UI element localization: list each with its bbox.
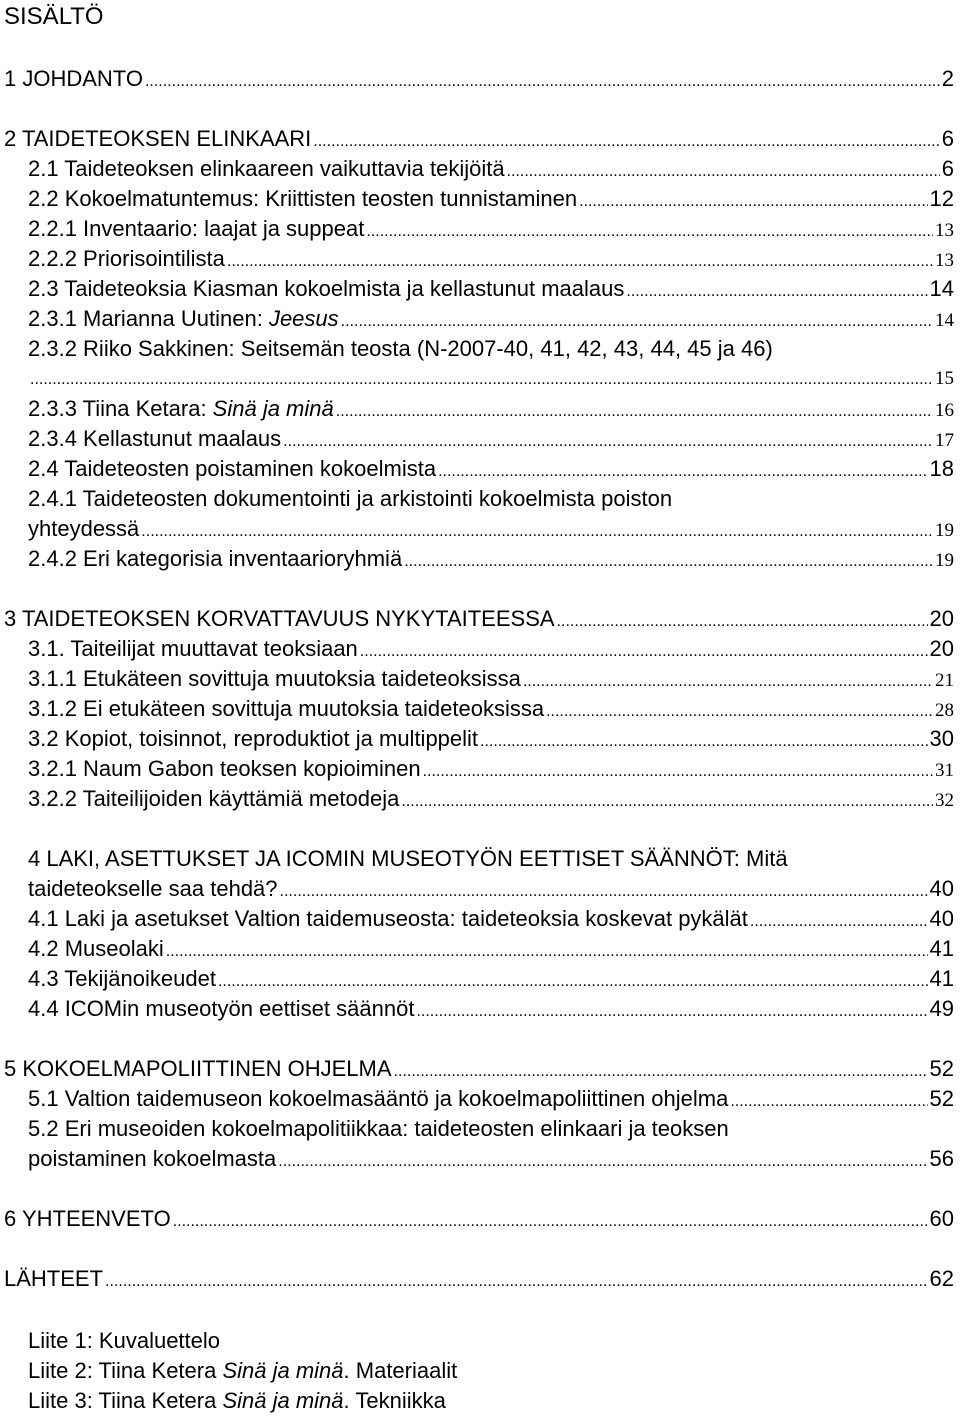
toc-entry-page: 16 — [935, 400, 954, 421]
toc-entry-label: 4.4 ICOMin museotyön eettiset säännöt — [28, 996, 415, 1021]
toc-entry-page: 14 — [929, 276, 954, 301]
leader-dots — [480, 727, 927, 757]
toc-entry-label: 2.2.2 Priorisointilista — [28, 246, 225, 271]
toc-entry-page: 49 — [929, 996, 954, 1021]
leader-dots — [218, 967, 928, 997]
toc-entry[interactable] — [28, 634, 954, 664]
toc-entry[interactable] — [4, 1264, 954, 1294]
toc-entry-label: 4.3 Tekijänoikeudet — [28, 966, 216, 991]
toc-entry-page: 40 — [929, 906, 954, 931]
toc-entry[interactable] — [4, 124, 954, 154]
toc-entry[interactable] — [28, 784, 954, 814]
toc-entry-page: 2 — [941, 66, 954, 91]
toc-entry-label-cont: yhteydessä — [28, 516, 140, 541]
toc-entry-page: 31 — [935, 760, 954, 781]
toc-entry-label: 2 TAIDETEOKSEN ELINKAARI — [4, 126, 312, 151]
leader-dots — [750, 907, 928, 937]
leader-dots — [166, 937, 928, 967]
toc-entry-label[interactable]: 5.2 Eri museoiden kokoelmapolitiikkaa: taideteosten elinkaari ja teoksen — [28, 1116, 729, 1141]
page-title: SISÄLTÖ — [4, 3, 104, 30]
toc-entry[interactable] — [28, 754, 954, 784]
leader-dots — [579, 187, 927, 217]
leader-dots — [626, 277, 927, 307]
toc-entry-page: 21 — [935, 670, 954, 691]
leader-dots — [336, 397, 933, 427]
toc-entry-page: 32 — [935, 790, 954, 811]
leader-dots — [280, 877, 928, 907]
toc-entry-label: 2.1 Taideteoksen elinkaareen vaikuttavia tekijöitä — [28, 156, 505, 181]
toc-entry[interactable] — [4, 1054, 954, 1084]
toc-entry-label: 4.1 Laki ja asetukset Valtion taidemuseosta: taideteoksia koskevat pykälät — [28, 906, 748, 931]
toc-entry-page: 19 — [935, 550, 954, 571]
toc-entry-page: 41 — [929, 966, 954, 991]
leader-dots — [30, 365, 933, 395]
toc-entry-page: 28 — [935, 700, 954, 721]
leader-dots — [366, 217, 933, 247]
toc-entry-label[interactable]: 2.4.1 Taideteosten dokumentointi ja arkistointi kokoelmista poiston — [28, 486, 673, 511]
toc-entry[interactable] — [28, 394, 954, 424]
toc-entry-label-cont: taideteokselle saa tehdä? — [28, 876, 278, 901]
toc-entry-page: 6 — [941, 126, 954, 151]
toc-entry-page: 6 — [941, 156, 954, 181]
toc-entry-label: 2.4 Taideteosten poistaminen kokoelmista — [28, 456, 437, 481]
leader-dots — [438, 457, 927, 487]
toc-entry-label: 2.3.1 Marianna Uutinen: Jeesus — [28, 306, 339, 331]
toc-entry-page: 62 — [929, 1266, 954, 1291]
toc-entry-page: 13 — [935, 250, 954, 271]
toc-entry-page: 20 — [929, 636, 954, 661]
toc-entry-page: 52 — [929, 1086, 954, 1111]
toc-entry[interactable] — [28, 994, 954, 1024]
appendix-item[interactable]: Liite 3: Tiina Ketera Sinä ja minä. Tekniikka — [28, 1388, 446, 1413]
toc-entry-label: 2.2.1 Inventaario: laajat ja suppeat — [28, 216, 365, 241]
toc-entry[interactable] — [28, 514, 954, 544]
toc-entry-page: 19 — [935, 520, 954, 541]
toc-entry[interactable] — [28, 694, 954, 724]
leader-dots — [394, 1057, 928, 1087]
toc-entry[interactable] — [4, 64, 954, 94]
toc-entry[interactable] — [28, 184, 954, 214]
toc-entry[interactable] — [28, 724, 954, 754]
toc-entry-page: 30 — [929, 726, 954, 751]
toc-entry-label: 2.3.4 Kellastunut maalaus — [28, 426, 282, 451]
toc-entry[interactable] — [28, 424, 954, 454]
toc-entry[interactable] — [28, 274, 954, 304]
toc-entry[interactable] — [28, 154, 954, 184]
leader-dots — [416, 997, 927, 1027]
leader-dots — [141, 517, 933, 547]
toc-entry[interactable] — [28, 304, 954, 334]
toc-entry-label: 3.1. Taiteilijat muuttavat teoksiaan — [28, 636, 358, 661]
leader-dots — [360, 637, 928, 667]
toc-entry-page: 60 — [929, 1206, 954, 1231]
toc-entry-label: 3 TAIDETEOKSEN KORVATTAVUUS NYKYTAITEESSA — [4, 606, 555, 631]
leader-dots — [557, 607, 928, 637]
toc-entry-page: 52 — [929, 1056, 954, 1081]
toc-entry-label: 1 JOHDANTO — [4, 66, 143, 91]
appendix-item[interactable]: Liite 1: Kuvaluettelo — [28, 1328, 221, 1353]
toc-entry[interactable] — [28, 934, 954, 964]
leader-dots — [227, 247, 933, 277]
toc-entry-page: 13 — [935, 220, 954, 241]
toc-entry[interactable] — [4, 1204, 954, 1234]
leader-dots — [173, 1207, 928, 1237]
toc-entry-label: 6 YHTEENVETO — [4, 1206, 171, 1231]
leader-dots — [105, 1267, 927, 1297]
toc-entry[interactable] — [28, 1144, 954, 1174]
toc-entry-label: 2.3 Taideteoksia Kiasman kokoelmista ja kellastunut maalaus — [28, 276, 625, 301]
toc-entry-page: 14 — [935, 310, 954, 331]
toc-entry-page: 15 — [935, 368, 954, 389]
toc-entry[interactable] — [28, 364, 954, 394]
leader-dots — [546, 697, 933, 727]
toc-entry-label: 3.2 Kopiot, toisinnot, reproduktiot ja multippelit — [28, 726, 479, 751]
toc-entry[interactable] — [28, 244, 954, 274]
toc-entry-page: 18 — [929, 456, 954, 481]
leader-dots — [313, 127, 939, 157]
toc-entry-label-cont: poistaminen kokoelmasta — [28, 1146, 277, 1171]
toc-entry[interactable] — [4, 604, 954, 634]
toc-entry-label: 2.3.3 Tiina Ketara: Sinä ja minä — [28, 396, 334, 421]
toc-entry[interactable] — [28, 1084, 954, 1114]
leader-dots — [341, 307, 933, 337]
toc-entry-label: 3.1.1 Etukäteen sovittuja muutoksia taideteoksissa — [28, 666, 521, 691]
toc-entry-label[interactable]: 4 LAKI, ASETTUKSET JA ICOMIN MUSEOTYÖN EETTISET SÄÄNNÖT: Mitä — [28, 846, 788, 871]
toc-entry-label: 2.4.2 Eri kategorisia inventaarioryhmiä — [28, 546, 403, 571]
toc-entry-label: 3.2.2 Taiteilijoiden käyttämiä metodeja — [28, 786, 400, 811]
toc-entry-label: 3.2.1 Naum Gabon teoksen kopioiminen — [28, 756, 421, 781]
leader-dots — [404, 547, 933, 577]
leader-dots — [523, 667, 933, 697]
toc-entry-page: 17 — [935, 430, 954, 451]
toc-entry-page: 12 — [929, 186, 954, 211]
leader-dots — [278, 1147, 927, 1177]
toc-entry[interactable] — [28, 454, 954, 484]
toc-entry-page: 56 — [929, 1146, 954, 1171]
toc-entry[interactable] — [28, 874, 954, 904]
toc-entry-page: 40 — [929, 876, 954, 901]
leader-dots — [507, 157, 940, 187]
toc-entry-label: 2.2 Kokoelmatuntemus: Kriittisten teosten tunnistaminen — [28, 186, 578, 211]
toc-entry-page: 20 — [929, 606, 954, 631]
toc-entry[interactable] — [28, 904, 954, 934]
toc-entry-page: 41 — [929, 936, 954, 961]
toc-entry-label: 5.1 Valtion taidemuseon kokoelmasääntö ja kokoelmapoliittinen ohjelma — [28, 1086, 729, 1111]
toc-entry-label: 5 KOKOELMAPOLIITTINEN OHJELMA — [4, 1056, 392, 1081]
leader-dots — [730, 1087, 927, 1117]
leader-dots — [283, 427, 933, 457]
toc-entry-label: LÄHTEET — [4, 1266, 104, 1291]
toc-entry[interactable] — [28, 964, 954, 994]
toc-entry[interactable] — [28, 544, 954, 574]
toc-entry-label: 3.1.2 Ei etukäteen sovittuja muutoksia taideteoksissa — [28, 696, 545, 721]
leader-dots — [423, 757, 933, 787]
toc-entry-label: 4.2 Museolaki — [28, 936, 164, 961]
appendix-item[interactable]: Liite 2: Tiina Ketera Sinä ja minä. Materiaalit — [28, 1358, 458, 1383]
leader-dots — [401, 787, 933, 817]
toc-entry[interactable] — [28, 664, 954, 694]
toc-entry-label[interactable]: 2.3.2 Riiko Sakkinen: Seitsemän teosta (N-2007-40, 41, 42, 43, 44, 45 ja 46) — [28, 336, 773, 361]
toc-entry[interactable] — [28, 214, 954, 244]
leader-dots — [145, 67, 940, 97]
